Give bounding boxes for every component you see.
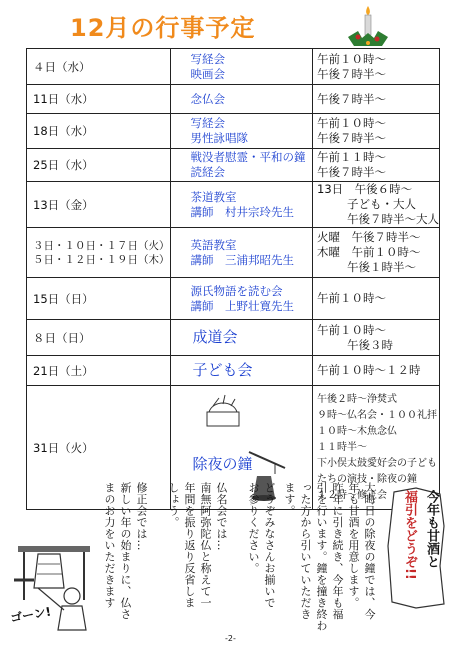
date-cell: 31日（火） (27, 386, 171, 510)
date-cell: ８日（日） (27, 320, 171, 356)
schedule-table (26, 48, 440, 510)
time-text: 午後１時半～ (347, 260, 416, 274)
table-row (27, 114, 440, 149)
note-column: 修正会では… (135, 482, 148, 551)
event-text: 講師 三浦邦昭先生 (190, 252, 294, 267)
event-text: 映画会 (190, 66, 225, 81)
time-cell (313, 85, 440, 114)
time-text: 午前１０時～ (317, 116, 386, 130)
event-cell (170, 114, 313, 149)
note-column: ます。 (283, 482, 296, 517)
time-text: 午後７時半～ (317, 66, 386, 81)
event-text: 読経会 (190, 165, 225, 179)
date-cell: 21日（土） (27, 356, 171, 386)
event-text: 茶道教室 (190, 189, 237, 204)
time-cell (313, 114, 440, 149)
table-row (27, 85, 440, 114)
page-number: -2- (225, 634, 236, 643)
note-column: った方から引いていただき (299, 482, 312, 620)
event-text: 成道会 (192, 328, 238, 346)
event-text: 念仏会 (190, 91, 225, 106)
event-cell (170, 182, 313, 228)
note-column: どうぞみなさんお揃いで (263, 482, 276, 609)
event-text: 写経会 (190, 116, 225, 130)
time-text: 子ども・大人 (347, 197, 416, 211)
time-text: １０時～木魚念仏 (317, 425, 397, 437)
time-text: 13日 午後６時～ (317, 182, 413, 196)
event-text: 源氏物語を読む会 (190, 283, 283, 298)
note-column: 南無阿弥陀仏と称えて一 (199, 482, 212, 609)
event-cell (170, 49, 313, 85)
time-text: 午後２時～浄焚式 (317, 393, 397, 405)
event-cell (170, 228, 313, 278)
time-text: １２時～修正会 (317, 489, 387, 501)
event-cell (170, 356, 313, 386)
date-text: ５日・１２日・１９日（木） (33, 253, 170, 266)
event-cell (170, 278, 313, 320)
time-text: 午前１１時～ (317, 150, 386, 164)
table-row (27, 149, 440, 182)
note-column: しょう。 (167, 482, 180, 528)
toshikoshi-illustration-icon (201, 392, 245, 432)
event-text: 講師 上野壮寛先生 (190, 298, 294, 313)
time-text: 午後７時半～ (317, 165, 386, 179)
time-cell (313, 320, 440, 356)
date-text: ３日・１０日・１７日（火） (33, 239, 170, 252)
note-column: 年も甘酒を用意します。 (347, 482, 360, 609)
time-text: ９時～仏名会・１００礼拝 (317, 409, 437, 421)
page-title: 12月の行事予定 (70, 14, 256, 42)
event-text: 除夜の鐘 (192, 455, 253, 473)
note-column: 大晦日の除夜の鐘では、今 (363, 482, 376, 620)
date-cell: 25日（水） (27, 149, 171, 182)
time-text: 午前１０時～ (317, 51, 386, 66)
date-cell (27, 228, 171, 278)
time-text: 下小俣太鼓愛好会の子ども (317, 457, 437, 469)
table-row (27, 320, 440, 356)
time-text: 火曜 午後７時半～ (317, 230, 421, 244)
time-text: たちの演技・除夜の鐘 (317, 473, 417, 485)
table-row (27, 278, 440, 320)
table-row (27, 228, 440, 278)
time-cell (313, 182, 440, 228)
note-column: 新しい年の始まりに、仏さ (119, 482, 132, 620)
date-cell: 18日（水） (27, 114, 171, 149)
time-text: 午後３時 (347, 337, 393, 352)
time-text: １１時半～ (317, 441, 367, 453)
event-cell (170, 149, 313, 182)
table-row (27, 356, 440, 386)
time-text: 午前１０時～ (317, 291, 386, 305)
time-text: 午後７時半～ (317, 131, 386, 145)
note-column: 仏名会では… (215, 482, 228, 551)
table-row (27, 182, 440, 228)
time-cell (313, 356, 440, 386)
event-text: 子ども会 (192, 361, 253, 379)
time-text: 午後７時半～大人 (347, 212, 439, 226)
time-text: 午前１０時～ (317, 322, 386, 337)
time-text: 木曜 午前１０時～ (317, 245, 421, 259)
time-text: 午前１０時～１２時 (317, 363, 421, 377)
date-cell: 15日（日） (27, 278, 171, 320)
event-text: 写経会 (190, 51, 225, 66)
callout-line-2: 福引をどうぞ!! (402, 490, 417, 580)
event-text: 英語教室 (190, 237, 237, 252)
note-column: 引を行います。鐘を撞き終わ (315, 482, 328, 632)
gong-sound-text: ゴーン! (9, 604, 53, 626)
date-cell: 13日（金） (27, 182, 171, 228)
time-cell (313, 49, 440, 85)
time-text: 午後７時半～ (317, 91, 386, 106)
callout-line-1: 今年も甘酒と (424, 490, 439, 568)
candle-wreath-icon (346, 4, 390, 50)
note-column: 年間を振り返り反省しま (183, 482, 196, 609)
event-text: 講師 村井宗玲先生 (190, 204, 294, 219)
event-text: 男性詠唱隊 (190, 131, 248, 145)
time-cell (313, 228, 440, 278)
table-row (27, 49, 440, 85)
date-cell: ４日（水） (27, 49, 171, 85)
date-cell: 11日（水） (27, 85, 171, 114)
note-column: まのお力をいただきます (103, 482, 116, 609)
time-cell (313, 149, 440, 182)
note-column: お参りください。 (247, 482, 260, 574)
note-column: 昨年に引き続き、今年も福 (331, 482, 344, 620)
event-cell (170, 85, 313, 114)
event-cell (170, 320, 313, 356)
time-cell (313, 278, 440, 320)
event-text: 戦没者慰霊・平和の鐘 (190, 150, 306, 164)
